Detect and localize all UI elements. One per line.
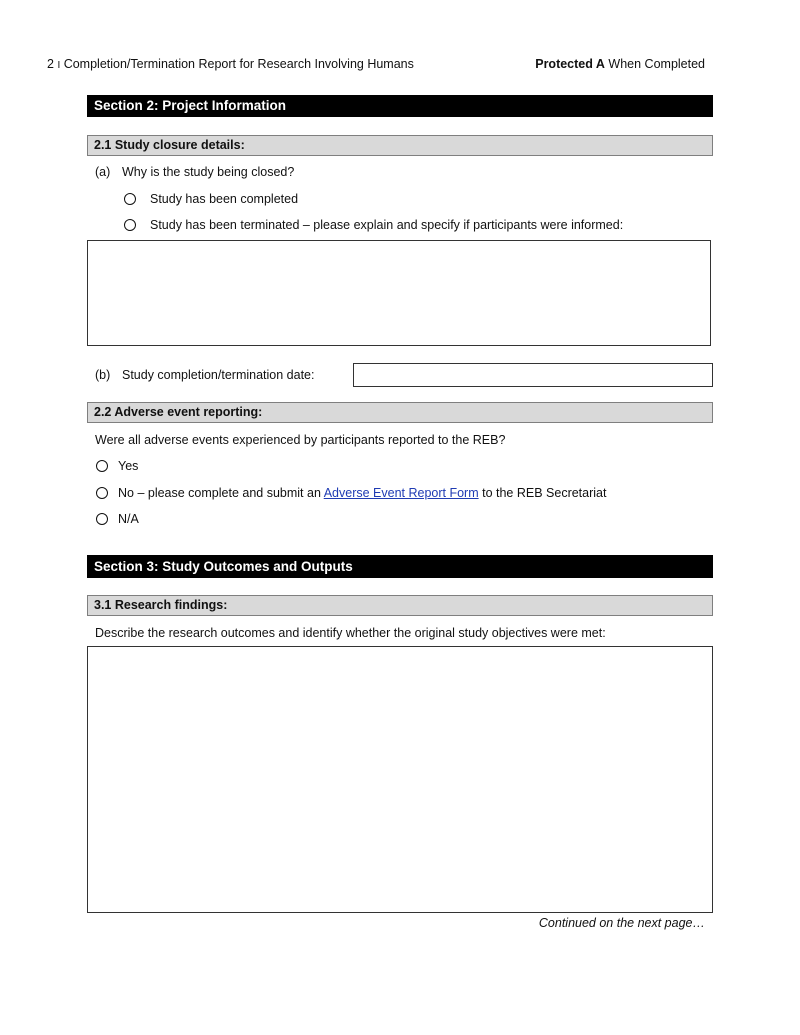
no-option-suffix: to the REB Secretariat [482,486,607,500]
separator: I [57,60,61,71]
item-a-marker: (a) [95,165,111,179]
radio-yes[interactable] [96,460,108,472]
subsection-3-1-heading: 3.1 Research findings: [87,595,713,616]
protected-qualifier: When Completed [608,57,705,71]
continued-note: Continued on the next page… [538,916,705,930]
radio-label-no [118,486,606,500]
research-findings-field[interactable] [87,646,713,913]
research-findings-prompt: Describe the research outcomes and identify whether the original study objectives were met: [95,626,606,640]
radio-label-terminated: Study has been terminated – please explain and specify if participants were informed: [150,218,624,232]
item-b-marker: (b) [95,368,111,382]
closure-date-label: Study completion/termination date: [122,368,315,382]
closure-reason-question: Why is the study being closed? [122,165,295,179]
running-header [47,57,414,71]
radio-no[interactable] [96,487,108,499]
subsection-2-1-heading: 2.1 Study closure details: [87,135,713,156]
no-option-prefix: No – please complete and submit an [118,486,321,500]
page-number: 2 [47,57,54,71]
radio-label-na: N/A [118,512,139,526]
termination-explanation-field[interactable] [87,240,711,346]
closure-date-field[interactable] [353,363,713,387]
radio-study-completed[interactable] [124,193,136,205]
adverse-event-report-form-link[interactable]: Adverse Event Report Form [323,486,479,500]
section-3-heading: Section 3: Study Outcomes and Outputs [87,555,713,578]
radio-study-terminated[interactable] [124,219,136,231]
section-2-heading: Section 2: Project Information [87,95,713,117]
radio-label-completed: Study has been completed [150,192,299,206]
adverse-events-question: Were all adverse events experienced by participants reported to the REB? [95,433,506,447]
protection-label [535,57,705,71]
subsection-2-2-heading: 2.2 Adverse event reporting: [87,402,713,423]
document-title: Completion/Termination Report for Research Involving Humans [63,57,414,71]
radio-label-yes: Yes [118,459,139,473]
radio-na[interactable] [96,513,108,525]
protected-level: Protected A [535,57,605,71]
